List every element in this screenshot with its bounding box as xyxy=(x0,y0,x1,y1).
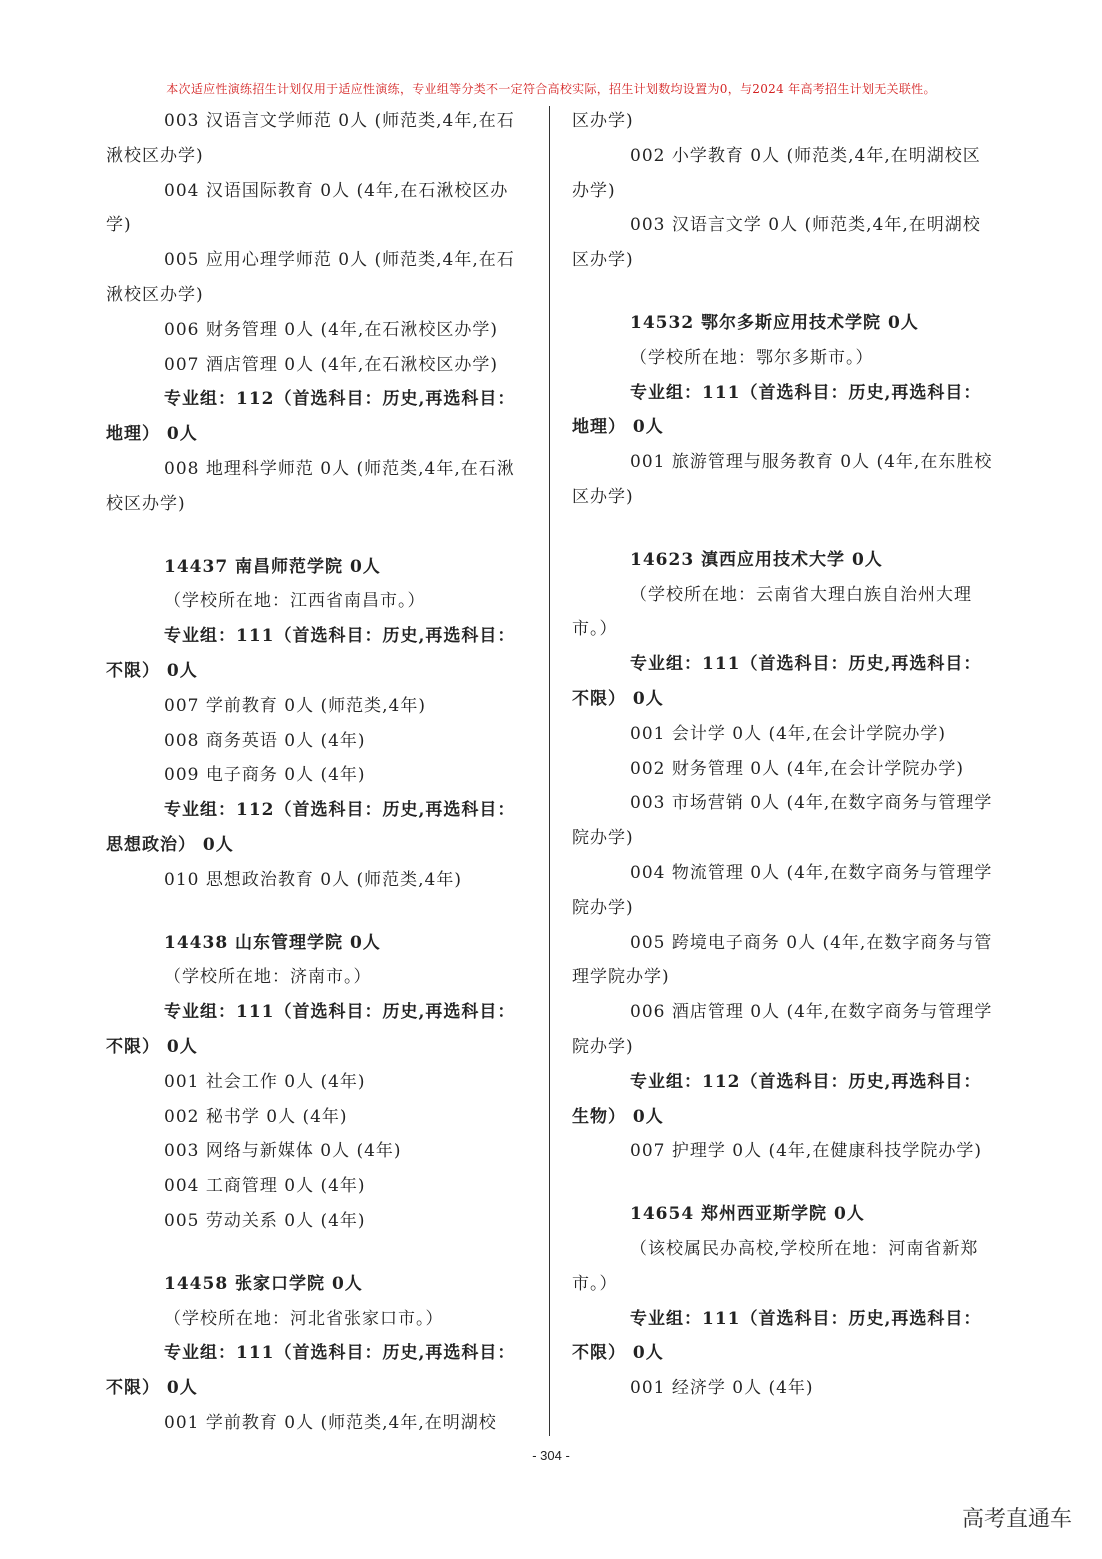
entry-line: 005 跨境电子商务 0人 (4年,在数字商务与管理学院办学) xyxy=(572,932,993,988)
column-divider xyxy=(549,106,550,1436)
entry-line: 002 财务管理 0人 (4年,在会计学院办学) xyxy=(630,758,964,779)
entry-line: 002 秘书学 0人 (4年) xyxy=(164,1106,348,1127)
section-gap xyxy=(106,1239,531,1267)
page-number: - 304 - xyxy=(532,1448,570,1463)
section-gap xyxy=(572,1169,997,1197)
section-heading: 14437 南昌师范学院 0人 xyxy=(164,556,381,577)
entry-line: 004 工商管理 0人 (4年) xyxy=(164,1176,366,1197)
entry-line: 007 学前教育 0人 (师范类,4年) xyxy=(164,695,426,716)
entry-line: （学校所在地：云南省大理白族自治州大理市。） xyxy=(572,584,972,640)
section-heading: 14532 鄂尔多斯应用技术学院 0人 xyxy=(630,312,919,333)
entry-line: 007 护理学 0人 (4年,在健康科技学院办学) xyxy=(630,1141,982,1162)
entry-line: 005 劳动关系 0人 (4年) xyxy=(164,1210,366,1231)
entry-line: 008 商务英语 0人 (4年) xyxy=(164,730,366,751)
entry-line: （该校属民办高校,学校所在地：河南省新郑市。） xyxy=(572,1238,979,1294)
section-heading: 专业组：111（首选科目：历史,再选科目：地理） 0人 xyxy=(572,382,982,438)
entry-line: 001 社会工作 0人 (4年) xyxy=(164,1071,366,1092)
entry-line: 005 应用心理学师范 0人 (师范类,4年,在石湫校区办学) xyxy=(106,250,515,305)
entry-line: 003 汉语言文学 0人 (师范类,4年,在明湖校区办学) xyxy=(572,215,981,271)
entry-line: 010 思想政治教育 0人 (师范类,4年) xyxy=(164,869,462,890)
corner-label: 高考直通车 xyxy=(961,1507,1072,1532)
right-column xyxy=(572,104,997,1406)
entry-line: 007 酒店管理 0人 (4年,在石湫校区办学) xyxy=(164,354,498,375)
entry-line: 001 会计学 0人 (4年,在会计学院办学) xyxy=(630,723,946,744)
section-heading: 14623 滇西应用技术大学 0人 xyxy=(630,549,883,570)
entry-line: 006 酒店管理 0人 (4年,在数字商务与管理学院办学) xyxy=(572,1002,993,1057)
section-gap xyxy=(572,278,997,306)
section-heading: 专业组：112（首选科目：历史,再选科目：地理） 0人 xyxy=(106,389,516,445)
entry-line: 006 财务管理 0人 (4年,在石湫校区办学) xyxy=(164,319,498,340)
section-gap xyxy=(106,522,531,550)
entry-line: 004 物流管理 0人 (4年,在数字商务与管理学院办学) xyxy=(572,862,993,918)
entry-line: （学校所在地：江西省南昌市。） xyxy=(164,591,426,612)
section-heading: 专业组：111（首选科目：历史,再选科目：不限） 0人 xyxy=(572,654,982,709)
section-gap xyxy=(572,515,997,543)
entry-line: （学校所在地：鄂尔多斯市。） xyxy=(630,347,874,368)
entry-line: 001 学前教育 0人 (师范类,4年,在明湖校 xyxy=(164,1412,497,1433)
section-gap xyxy=(106,898,531,926)
entry-line: 001 经济学 0人 (4年) xyxy=(630,1378,814,1399)
entry-line: （学校所在地：河北省张家口市。） xyxy=(164,1308,444,1329)
entry-line: 008 地理科学师范 0人 (师范类,4年,在石湫校区办学) xyxy=(106,458,515,514)
section-heading: 14654 郑州西亚斯学院 0人 xyxy=(630,1204,865,1225)
section-heading: 专业组：111（首选科目：历史,再选科目：不限） 0人 xyxy=(572,1308,982,1364)
section-heading: 专业组：111（首选科目：历史,再选科目：不限） 0人 xyxy=(106,1343,516,1399)
entry-line: 009 电子商务 0人 (4年) xyxy=(164,765,366,786)
section-heading: 专业组：111（首选科目：历史,再选科目：不限） 0人 xyxy=(106,1002,516,1057)
entry-line: 001 旅游管理与服务教育 0人 (4年,在东胜校区办学) xyxy=(572,452,993,507)
section-heading: 14438 山东管理学院 0人 xyxy=(164,932,381,953)
left-column xyxy=(106,104,531,1441)
section-heading: 专业组：112（首选科目：历史,再选科目：思想政治） 0人 xyxy=(106,800,516,855)
entry-line: 003 网络与新媒体 0人 (4年) xyxy=(164,1141,402,1162)
section-heading: 专业组：112（首选科目：历史,再选科目：生物） 0人 xyxy=(572,1071,982,1127)
entry-line: 004 汉语国际教育 0人 (4年,在石湫校区办学) xyxy=(106,180,509,236)
section-heading: 专业组：111（首选科目：历史,再选科目：不限） 0人 xyxy=(106,626,516,681)
entry-line: （学校所在地：济南市。） xyxy=(164,967,372,988)
entry-line: 003 市场营销 0人 (4年,在数字商务与管理学院办学) xyxy=(572,793,993,849)
section-heading: 14458 张家口学院 0人 xyxy=(164,1273,363,1294)
entry-line: 区办学) xyxy=(572,111,634,131)
entry-line: 003 汉语言文学师范 0人 (师范类,4年,在石湫校区办学) xyxy=(106,111,515,166)
exercise-notice: 本次适应性演练招生计划仅用于适应性演练，专业组等分类不一定符合高校实际，招生计划数均设置为0，与2024 年高考招生计划无关联性。 xyxy=(166,82,936,96)
entry-line: 002 小学教育 0人 (师范类,4年,在明湖校区办学) xyxy=(572,145,981,201)
